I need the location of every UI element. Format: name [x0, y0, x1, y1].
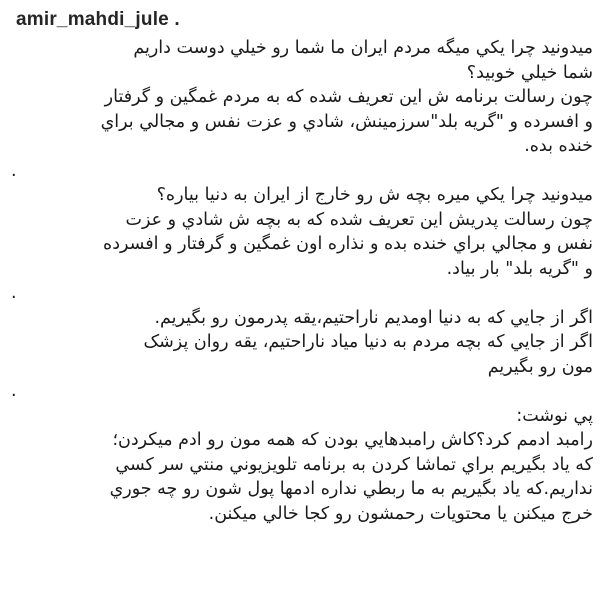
caption-line: که یاد بگیریم براي تماشا کردن به برنامه تلویزیوني منتي سر کسي: [115, 454, 593, 475]
caption-line: چون رسالت برنامه ش این تعریف شده که به مردم غمگین و گرفتار: [104, 87, 593, 107]
author-username[interactable]: amir_mahdi_jule .: [16, 9, 180, 30]
caption-line: نداریم.که یاد بگیریم به ما ربطي نداره ادمها پول شون رو چه جوري: [109, 479, 593, 499]
separator-dot: .: [11, 381, 17, 401]
caption-line: رامبد ادمم کرد؟کاش رامبدهایي بودن که همه مون رو ادم میکردن؛: [112, 430, 593, 450]
caption-line: خنده بده.: [524, 136, 593, 156]
separator-dot: .: [11, 283, 17, 303]
caption-line: نفس و مجالي براي خنده بده و نذاره اون غمگین و گرفتار و افسرده: [103, 234, 593, 254]
caption-line: چون رسالت پدریش این تعریف شده که به بچه ش شادي و عزت: [125, 209, 593, 230]
separator-dot: .: [11, 160, 17, 181]
caption-line: اگر از جایي که به دنیا اومدیم ناراحتیم،یقه پدرمون رو بگیریم.: [154, 307, 593, 328]
caption-line: و افسرده و "گریه بلد"سرزمینش، شادي و عزت نفس و مجالي براي: [100, 111, 593, 132]
caption-text: [10, 36, 593, 526]
caption-line: اگر از جایي که بچه مردم به دنیا میاد ناراحتیم، یقه روان پزشک: [143, 332, 593, 352]
caption-line: میدونید چرا یکي میره بچه ش رو خارج از ایران به دنیا بیاره؟: [156, 185, 593, 205]
caption-line: پي نوشت:: [516, 405, 593, 426]
caption-line: مون رو بگیریم: [487, 356, 593, 377]
caption-line: و "گریه بلد" بار بیاد.: [446, 258, 593, 279]
caption-line: میدونید چرا یکي میگه مردم ایران ما شما رو خیلي دوست داریم: [133, 38, 593, 58]
caption-line: شما خیلي خوبید؟: [466, 62, 593, 83]
caption-line: خرج میکنن یا محتویات رحمشون رو کجا خالي میکنن.: [208, 503, 593, 524]
